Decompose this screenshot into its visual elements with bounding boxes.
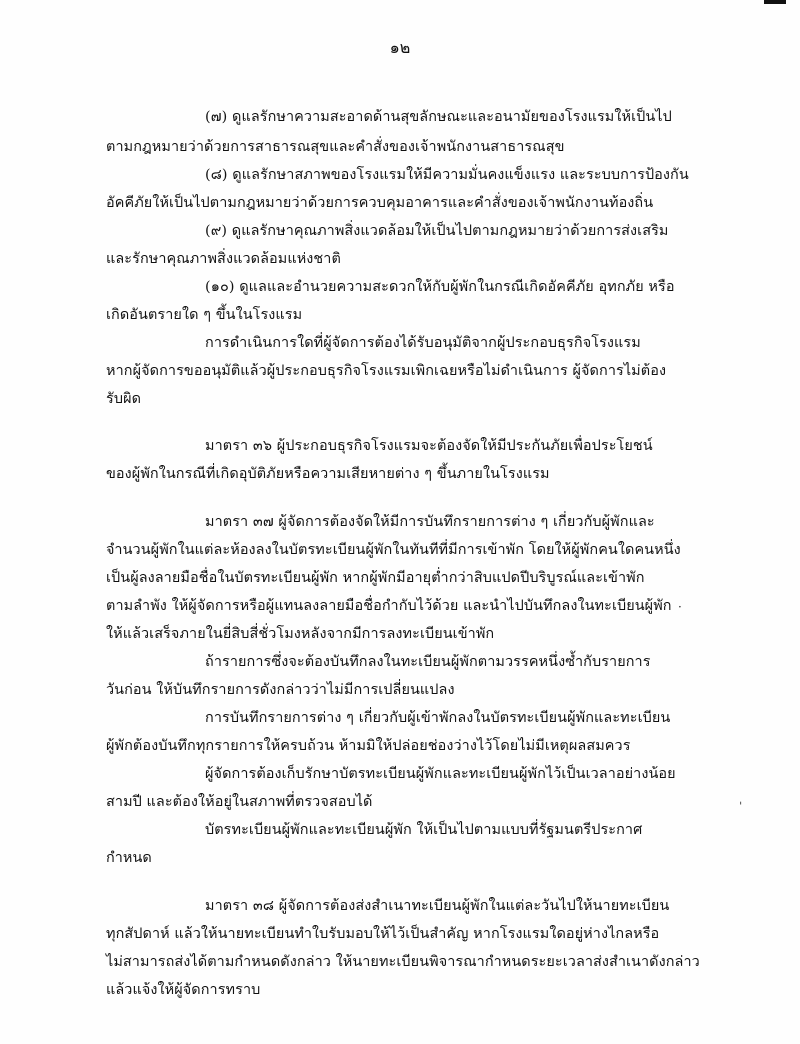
paragraph-line: (๙) ดูแลรักษาคุณภาพสิ่งแวดล้อมให้เป็นไปตามกฎหมายว่าด้วยการส่งเสริม: [205, 223, 669, 239]
paragraph-line: หากผู้จัดการขออนุมัติแล้วผู้ประกอบธุรกิจโรงแรมเพิกเฉยหรือไม่ดำเนินการ ผู้จัดการไม่ต้อง: [106, 363, 667, 379]
scan-speck: ·: [678, 600, 682, 614]
page-number: ๑๒: [389, 38, 411, 57]
paragraph-line: จำนวนผู้พักในแต่ละห้องลงในบัตรทะเบียนผู้พักในทันทีที่มีการเข้าพัก โดยให้ผู้พักคนใดคนหนึ่ง: [106, 542, 681, 558]
paragraph-line: วันก่อน ให้บันทึกรายการดังกล่าวว่าไม่มีการเปลี่ยนแปลง: [106, 682, 455, 698]
paragraph-line: ตามกฎหมายว่าด้วยการสาธารณสุขและคำสั่งของเจ้าพนักงานสาธารณสุข: [106, 139, 565, 155]
paragraph-line: ของผู้พักในกรณีที่เกิดอุบัติภัยหรือความเสียหายต่าง ๆ ขึ้นภายในโรงแรม: [106, 466, 550, 482]
paragraph-line: ผู้จัดการต้องเก็บรักษาบัตรทะเบียนผู้พักและทะเบียนผู้พักไว้เป็นเวลาอย่างน้อย: [205, 766, 676, 782]
scan-mark: [764, 0, 786, 4]
paragraph-line: และรักษาคุณภาพสิ่งแวดล้อมแห่งชาติ: [106, 251, 341, 267]
paragraph-line: กำหนด: [106, 850, 152, 866]
paragraph-line: (๗) ดูแลรักษาความสะอาดด้านสุขลักษณะและอนามัยของโรงแรมให้เป็นไป: [205, 109, 672, 125]
paragraph-line: ผู้พักต้องบันทึกทุกรายการให้ครบถ้วน ห้ามมิให้ปล่อยช่องว่างไว้โดยไม่มีเหตุผลสมควร: [106, 738, 631, 754]
paragraph-line: ถ้ารายการซึ่งจะต้องบันทึกลงในทะเบียนผู้พักตามวรรคหนึ่งซ้ำกับรายการ: [205, 654, 651, 670]
paragraph-line: การดำเนินการใดที่ผู้จัดการต้องได้รับอนุมัติจากผู้ประกอบธุรกิจโรงแรม: [205, 335, 641, 351]
paragraph-line: ให้แล้วเสร็จภายในยี่สิบสี่ชั่วโมงหลังจากมีการลงทะเบียนเข้าพัก: [106, 626, 495, 642]
paragraph-line: เกิดอันตรายใด ๆ ขึ้นในโรงแรม: [106, 307, 303, 323]
paragraph-line: เป็นผู้ลงลายมือชื่อในบัตรทะเบียนผู้พัก หากผู้พักมีอายุต่ำกว่าสิบแปดปีบริบูรณ์และเข้าพัก: [106, 570, 645, 586]
section-heading-line: มาตรา ๓๘ ผู้จัดการต้องส่งสำเนาทะเบียนผู้พักในแต่ละวันไปให้นายทะเบียน: [205, 898, 670, 914]
paragraph-line: ทุกสัปดาห์ แล้วให้นายทะเบียนทำใบรับมอบให้ไว้เป็นสำคัญ หากโรงแรมใดอยู่ห่างไกลหรือ: [106, 926, 660, 942]
paragraph-line: อัคคีภัยให้เป็นไปตามกฎหมายว่าด้วยการควบคุมอาคารและคำสั่งของเจ้าพนักงานท้องถิ่น: [106, 195, 654, 211]
section-heading-line: มาตรา ๓๗ ผู้จัดการต้องจัดให้มีการบันทึกรายการต่าง ๆ เกี่ยวกับผู้พักและ: [205, 514, 655, 530]
paragraph-line: แล้วแจ้งให้ผู้จัดการทราบ: [106, 982, 261, 998]
paragraph-line: (๘) ดูแลรักษาสภาพของโรงแรมให้มีความมั่นคงแข็งแรง และระบบการป้องกัน: [205, 167, 689, 183]
paragraph-line: การบันทึกรายการต่าง ๆ เกี่ยวกับผู้เข้าพักลงในบัตรทะเบียนผู้พักและทะเบียน: [205, 710, 671, 726]
paragraph-line: (๑๐) ดูแลและอำนวยความสะดวกให้กับผู้พักในกรณีเกิดอัคคีภัย อุทกภัย หรือ: [205, 279, 675, 295]
paragraph-line: สามปี และต้องให้อยู่ในสภาพที่ตรวจสอบได้: [106, 794, 373, 810]
paragraph-line: ไม่สามารถส่งได้ตามกำหนดดังกล่าว ให้นายทะเบียนพิจารณากำหนดระยะเวลาส่งสำเนาดังกล่าว: [106, 954, 700, 970]
paragraph-line: ตามลำพัง ให้ผู้จัดการหรือผู้แทนลงลายมือชื่อกำกับไว้ด้วย และนำไปบันทึกลงในทะเบียนผู้พัก: [106, 598, 672, 614]
scan-speck: ˈ: [739, 800, 743, 814]
paragraph-line: รับผิด: [106, 391, 142, 407]
paragraph-line: บัตรทะเบียนผู้พักและทะเบียนผู้พัก ให้เป็นไปตามแบบที่รัฐมนตรีประกาศ: [205, 822, 643, 838]
section-heading-line: มาตรา ๓๖ ผู้ประกอบธุรกิจโรงแรมจะต้องจัดให้มีประกันภัยเพื่อประโยชน์: [205, 438, 653, 454]
